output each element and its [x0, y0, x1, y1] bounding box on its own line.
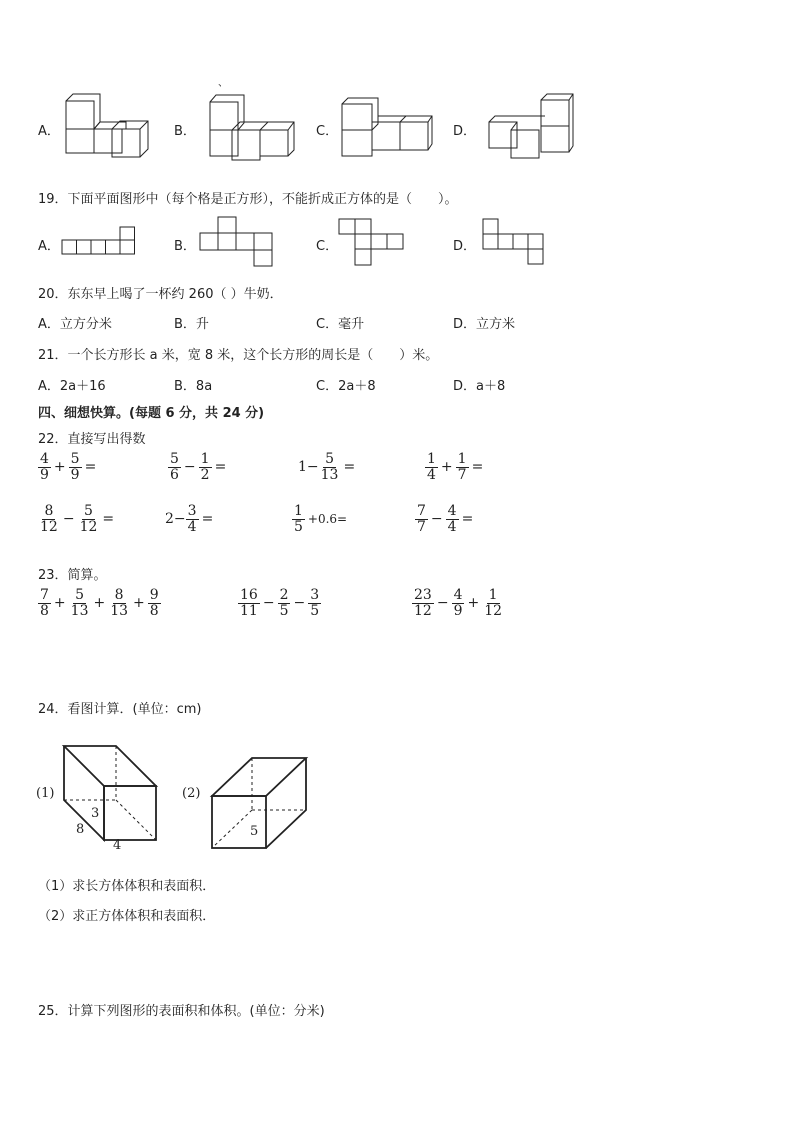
q22-expr-6: 2− $\frac{3}{4}$ = — [165, 503, 214, 535]
q19-net-d — [482, 218, 546, 266]
q22-text: 22．直接写出得数 — [38, 432, 146, 447]
q21-text: 21．一个长方形长 a 米，宽 8 米，这个长方形的周长是（ ）米。 — [38, 348, 439, 363]
q22-expr-2: $\frac{5}{6}$ − $\frac{1}{2}$ = — [170, 451, 227, 483]
dimension-5: 5 — [250, 824, 259, 839]
q20-option-c[interactable]: C．毫升 — [316, 317, 365, 332]
q18-figure-b — [208, 92, 300, 164]
dimension-3: 3 — [91, 806, 100, 821]
q25-text: 25．计算下列图形的表面积和体积。(单位：分米) — [38, 1004, 325, 1019]
q24-sub-2: （2）求正方体体积和表面积． — [38, 909, 216, 924]
q23-expr-2: $\frac{16}{11}$ − $\frac{2}{5}$ − $\frac{3}{5}$ — [240, 587, 320, 619]
q22-expr-4: $\frac{1}{4}$ + $\frac{1}{7}$ = — [427, 451, 484, 483]
q22-expr-8: $\frac{7}{7}$ − $\frac{4}{4}$ = — [417, 503, 474, 535]
figure-1-label: (1) — [36, 786, 55, 801]
q20-option-d[interactable]: D．立方米 — [453, 317, 516, 332]
section-4-heading: 四、细想快算。(每题 6 分，共 24 分) — [38, 406, 265, 421]
q22-expr-3: 1− $\frac{5}{13}$ = — [298, 451, 356, 483]
q19-option-d[interactable]: D． — [453, 239, 477, 254]
q18-option-c[interactable]: C． — [316, 124, 339, 139]
q22-expr-5: $\frac{8}{12}$ − $\frac{5}{12}$ = — [40, 503, 115, 535]
q19-option-a[interactable]: A． — [38, 239, 60, 254]
q20-option-a[interactable]: A．立方分米 — [38, 317, 112, 332]
q18-figure-a — [64, 92, 154, 160]
q18-figure-c — [340, 96, 434, 160]
q19-text: 19．下面平面图形中（每个格是正方形），不能折成正方体的是（ ）。 — [38, 192, 458, 207]
q22-expr-1: $\frac{4}{9}$ + $\frac{5}{9}$ = — [40, 451, 97, 483]
cube-figure-2 — [208, 754, 310, 852]
q19-option-c[interactable]: C． — [316, 239, 339, 254]
q23-expr-1: $\frac{7}{8}$ + $\frac{5}{13}$ + $\frac{8}{13}$ + $\frac{9}{8}$ — [40, 587, 159, 619]
q20-option-b[interactable]: B．升 — [174, 317, 209, 332]
q21-option-c[interactable]: C．2a＋8 — [316, 379, 376, 394]
q24-sub-1: （1）求长方体体积和表面积． — [38, 879, 216, 894]
stray-mark: 、 — [218, 78, 228, 89]
figure-2-label: (2) — [182, 786, 201, 801]
q21-option-a[interactable]: A．2a＋16 — [38, 379, 106, 394]
q20-text: 20．东东早上喝了一杯约 260（ ）牛奶． — [38, 287, 283, 302]
q21-option-d[interactable]: D．a＋8 — [453, 379, 506, 394]
dimension-8: 8 — [76, 822, 85, 837]
dimension-4: 4 — [113, 838, 122, 853]
q18-option-a[interactable]: A． — [38, 124, 60, 139]
q18-option-d[interactable]: D． — [453, 124, 477, 139]
q18-figure-d — [487, 92, 577, 162]
q23-text: 23．简算。 — [38, 568, 107, 583]
q19-net-b — [199, 216, 275, 268]
q22-expr-7: $\frac{1}{5}$ +0.6= — [294, 503, 348, 535]
q23-expr-3: $\frac{23}{12}$ − $\frac{4}{9}$ + $\frac{1}{12}$ — [414, 587, 503, 619]
q19-net-c — [338, 218, 404, 268]
q19-option-b[interactable]: B． — [174, 239, 196, 254]
q21-option-b[interactable]: B．8a — [174, 379, 213, 394]
q18-option-b[interactable]: B． — [174, 124, 196, 139]
q24-text: 24．看图计算．(单位：cm) — [38, 702, 202, 717]
q19-net-a — [61, 226, 139, 256]
